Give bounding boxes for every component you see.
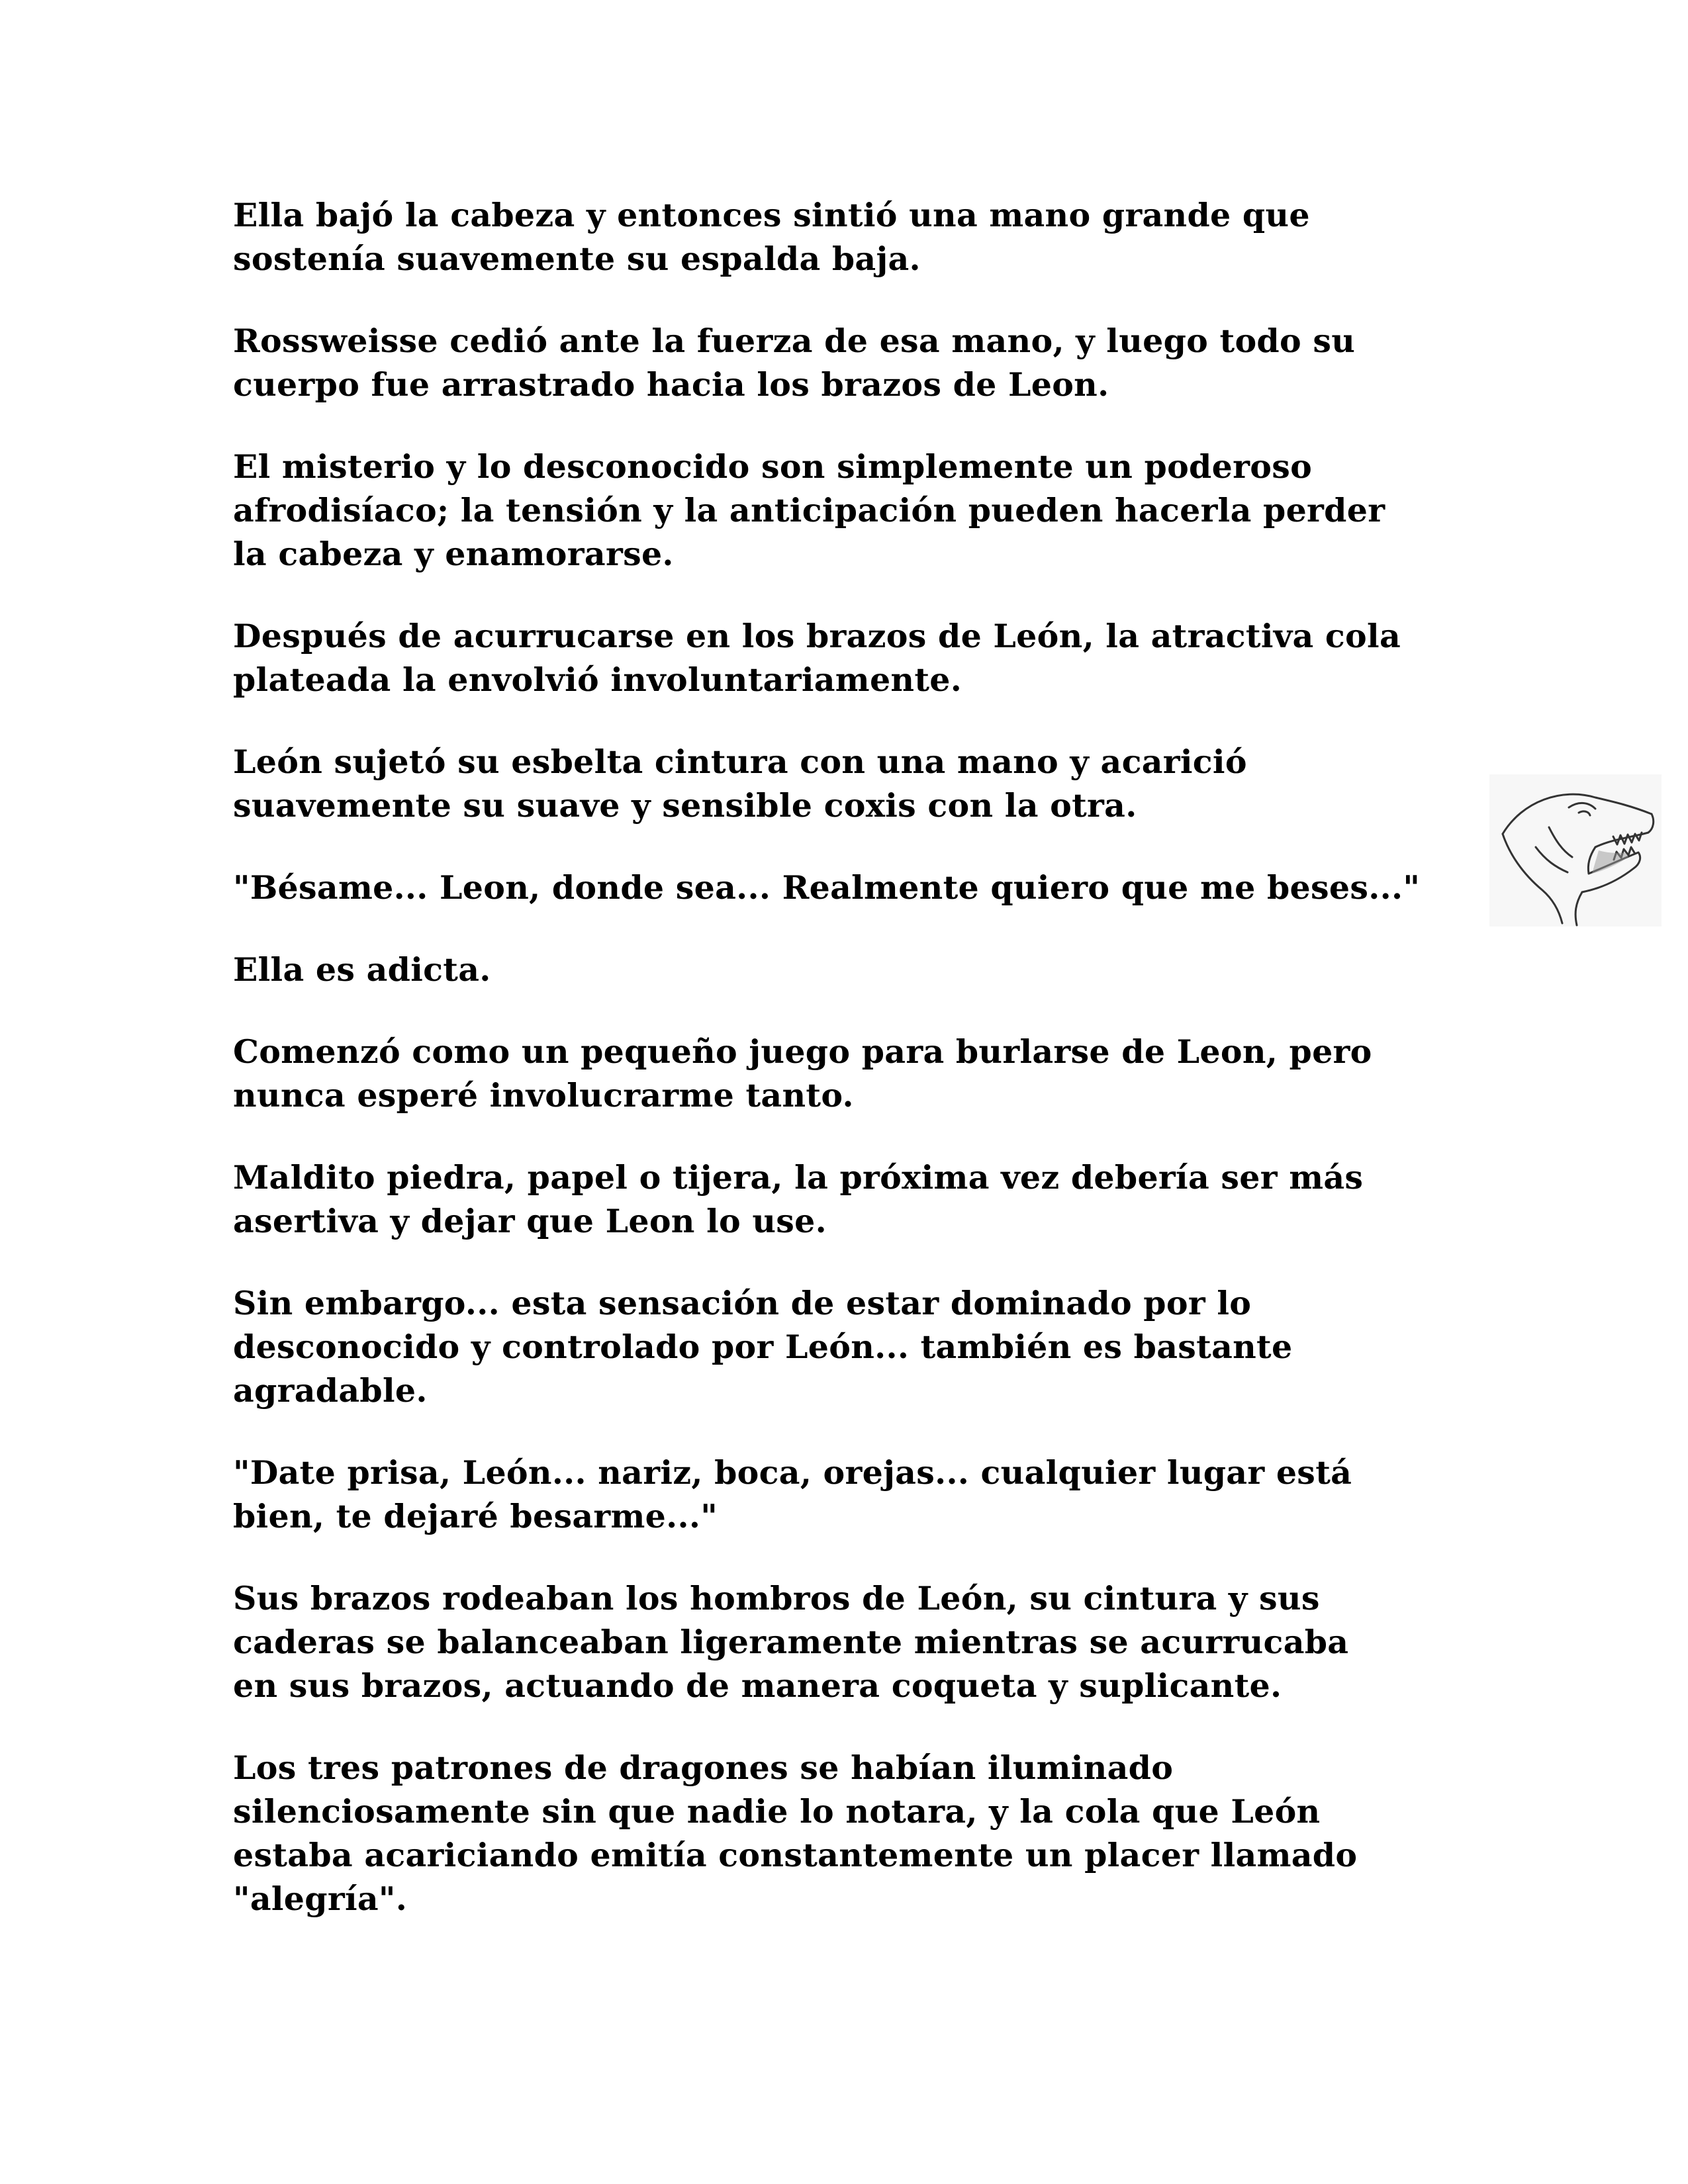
paragraph-13: Los tres patrones de dragones se habían iluminado silenciosamente sin que nadie lo notara, y la cola que León estaba acariciando emitía constantemente un placer llamado "alegría". [233, 1749, 1358, 1918]
paragraph-9: Maldito piedra, papel o tijera, la próxima vez debería ser más asertiva y dejar que Leon lo use. [233, 1158, 1364, 1240]
paragraph-4: Después de acurrucarse en los brazos de León, la atractiva cola plateada la envolvió involuntariamente. [233, 617, 1401, 699]
paragraph-12: Sus brazos rodeaban los hombros de León, su cintura y sus caderas se balanceaban ligeramente mientras se acurrucaba en sus brazos, actuando de manera coqueta y suplicante. [233, 1579, 1349, 1705]
paragraph-7: Ella es adicta. [233, 950, 491, 989]
paragraph-8: Comenzó como un pequeño juego para burlarse de Leon, pero nunca esperé involucrarme tanto. [233, 1032, 1372, 1115]
paragraph-6: "Bésame... Leon, donde sea... Realmente quiero que me beses..." [233, 868, 1421, 907]
paragraph-11: "Date prisa, León... nariz, boca, orejas... cualquier lugar está bien, te dejaré besarme..." [233, 1453, 1352, 1535]
paragraph-3: El misterio y lo desconocido son simplemente un poderoso afrodisíaco; la tensión y la anticipación pueden hacerla perder la cabeza y enamorarse. [233, 447, 1385, 573]
body-text [233, 193, 1477, 1959]
paragraph-1: Ella bajó la cabeza y entonces sintió una mano grande que sostenía suavemente su espalda baja. [233, 196, 1310, 278]
dinosaur-head-icon [1489, 774, 1662, 927]
paragraph-10: Sin embargo... esta sensación de estar dominado por lo desconocido y controlado por León... también es bastante agradable. [233, 1284, 1293, 1410]
paragraph-5: León sujetó su esbelta cintura con una mano y acarició suavemente su suave y sensible coxis con la otra. [233, 743, 1247, 825]
paragraph-2: Rossweisse cedió ante la fuerza de esa mano, y luego todo su cuerpo fue arrastrado hacia los brazos de Leon. [233, 322, 1356, 404]
